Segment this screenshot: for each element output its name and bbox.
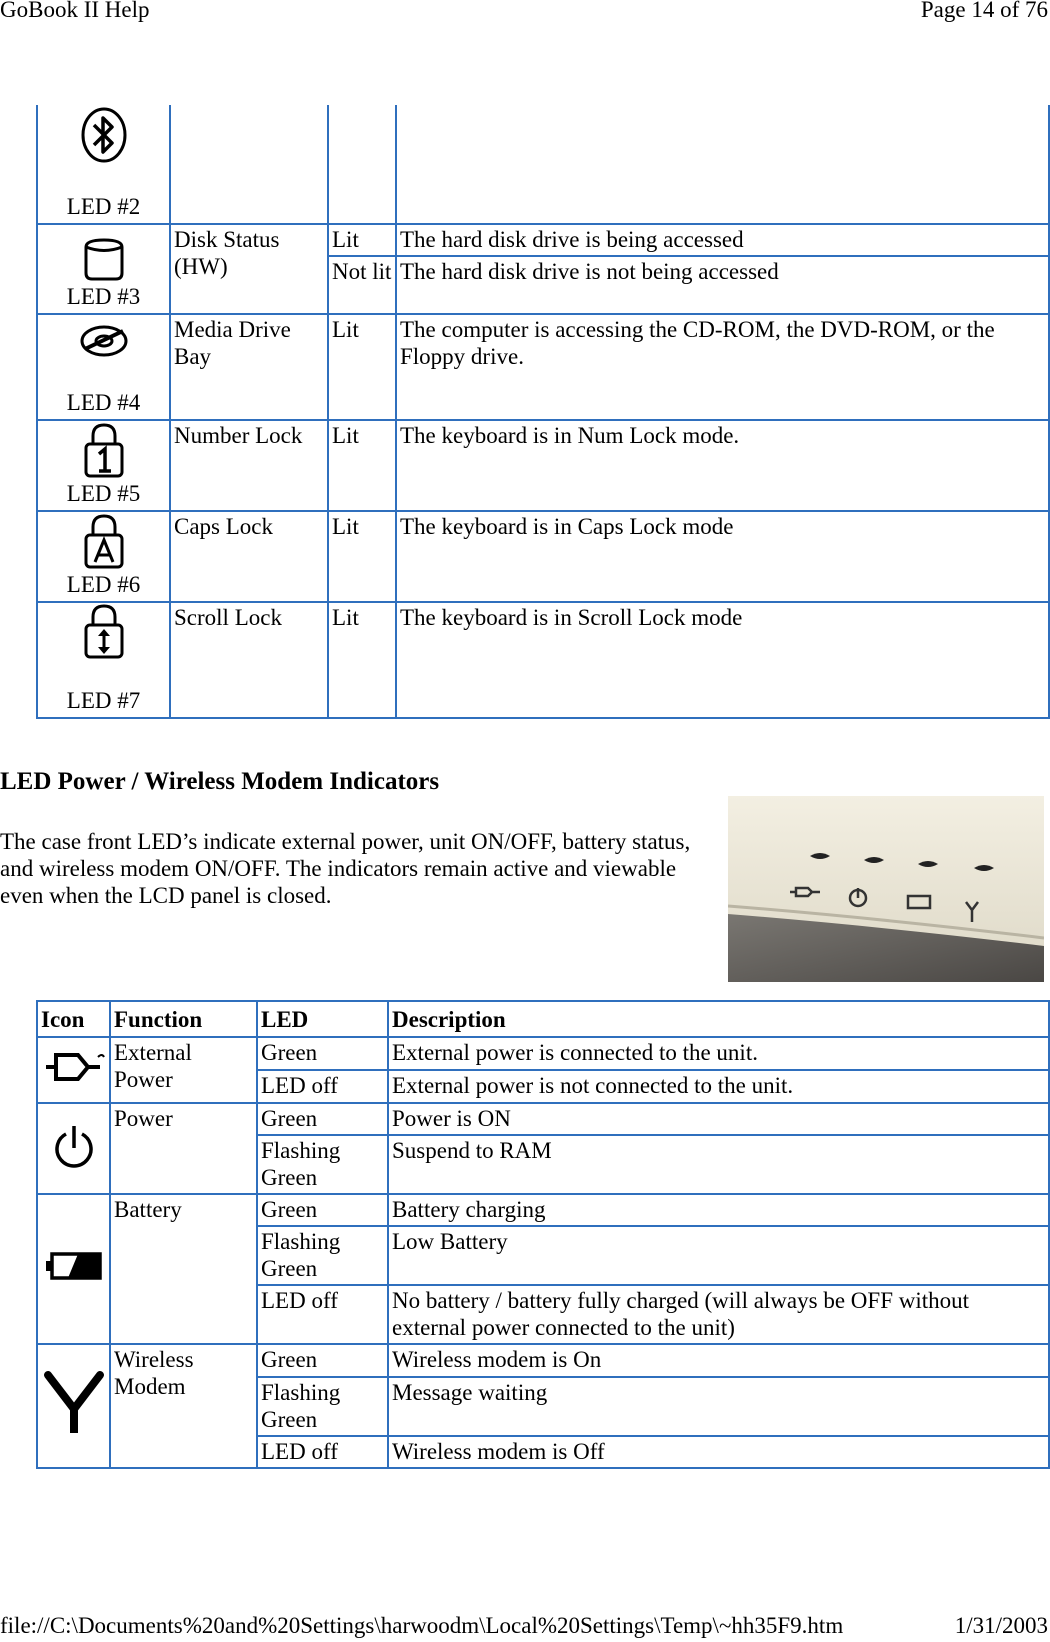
description-cell: External power is not connected to the unit.: [388, 1070, 1049, 1103]
media-drive-icon: [79, 323, 129, 359]
column-header: Icon: [37, 1001, 110, 1037]
description-cell: Wireless modem is On: [388, 1344, 1049, 1377]
led-cell: Flashing Green: [257, 1226, 388, 1285]
function-cell: Number Lock: [170, 420, 328, 511]
description-cell: [396, 105, 1049, 224]
description-cell: Battery charging: [388, 1194, 1049, 1226]
led-icon-cell: [37, 420, 170, 511]
table-row: [37, 314, 1049, 420]
led-cell: LED off: [257, 1436, 388, 1468]
description-cell: Wireless modem is Off: [388, 1436, 1049, 1468]
led-label: LED #4: [66, 390, 141, 415]
led-indicator-table: [36, 105, 1050, 719]
icon-cell: [37, 1344, 110, 1468]
description-cell: Message waiting: [388, 1377, 1049, 1436]
icon-cell: [37, 1037, 110, 1103]
description-cell: The keyboard is in Caps Lock mode: [396, 511, 1049, 602]
description-cell: No battery / battery fully charged (will always be OFF without external power connected to the unit): [388, 1285, 1049, 1344]
power-indicator-table: [36, 1000, 1050, 1469]
led-label: LED #6: [66, 572, 141, 597]
file-path: file://C:\Documents%20and%20Settings\harwoodm\Local%20Settings\Temp\~hh35F9.htm: [0, 1613, 844, 1638]
function-cell: Power: [110, 1103, 257, 1194]
led-cell: Green: [257, 1103, 388, 1135]
description-cell: The hard disk drive is not being accessed: [396, 256, 1049, 314]
description-cell: The keyboard is in Scroll Lock mode: [396, 602, 1049, 718]
table-row: [37, 105, 1049, 224]
state-cell: [328, 105, 396, 224]
column-header: LED: [257, 1001, 388, 1037]
led-label: LED #5: [66, 481, 141, 506]
led-cell: Flashing Green: [257, 1135, 388, 1194]
led-cell: LED off: [257, 1285, 388, 1344]
column-header: Description: [388, 1001, 1049, 1037]
led-cell: Green: [257, 1194, 388, 1226]
description-cell: The computer is accessing the CD-ROM, the DVD-ROM, or the Floppy drive.: [396, 314, 1049, 420]
state-cell: Not lit: [328, 256, 396, 314]
table-row: [37, 1344, 1049, 1377]
led-label: LED #3: [66, 284, 141, 309]
led-icon-cell: [37, 511, 170, 602]
wireless-antenna-icon: [42, 1369, 106, 1437]
page-number: Page 14 of 76: [920, 0, 1048, 22]
state-cell: Lit: [328, 602, 396, 718]
led-cell: Green: [257, 1037, 388, 1070]
state-cell: Lit: [328, 420, 396, 511]
description-cell: Suspend to RAM: [388, 1135, 1049, 1194]
table-row: [37, 420, 1049, 511]
state-cell: Lit: [328, 224, 396, 256]
power-icon: [52, 1122, 96, 1170]
description-cell: Low Battery: [388, 1226, 1049, 1285]
table-row: [37, 511, 1049, 602]
function-cell: Disk Status (HW): [170, 224, 328, 314]
description-cell: The keyboard is in Num Lock mode.: [396, 420, 1049, 511]
led-icon-cell: [37, 602, 170, 718]
external-power-icon: [42, 1047, 106, 1087]
bluetooth-icon: [80, 107, 128, 163]
description-cell: Power is ON: [388, 1103, 1049, 1135]
led-cell: LED off: [257, 1070, 388, 1103]
column-header: Function: [110, 1001, 257, 1037]
print-date: 1/31/2003: [954, 1613, 1048, 1638]
icon-cell: [37, 1103, 110, 1194]
table-header-row: [37, 1001, 1049, 1037]
state-cell: Lit: [328, 511, 396, 602]
function-cell: External Power: [110, 1037, 257, 1103]
function-cell: [170, 105, 328, 224]
document-title: GoBook II Help: [0, 0, 150, 22]
table-row: [37, 602, 1049, 718]
function-cell: Media Drive Bay: [170, 314, 328, 420]
scroll-lock-icon: [82, 603, 126, 659]
table-row: [37, 1103, 1049, 1135]
function-cell: Battery: [110, 1194, 257, 1344]
battery-icon: [46, 1250, 102, 1282]
led-cell: Green: [257, 1344, 388, 1377]
table-row: [37, 224, 1049, 256]
table-row: [37, 1037, 1049, 1070]
description-cell: The hard disk drive is being accessed: [396, 224, 1049, 256]
function-cell: Wireless Modem: [110, 1344, 257, 1468]
disk-icon: [82, 237, 126, 281]
led-icon-cell: [37, 105, 170, 224]
led-icon-cell: [37, 224, 170, 314]
caps-lock-icon: [82, 513, 126, 569]
intro-paragraph: The case front LED’s indicate external power, unit ON/OFF, battery status, and wireless modem ON/OFF. The indicators remain active and viewable even when the LCD panel is closed.: [0, 829, 691, 908]
num-lock-icon: [82, 422, 126, 478]
section-title: LED Power / Wireless Modem Indicators: [0, 768, 440, 795]
led-label: LED #7: [66, 688, 141, 713]
led-cell: Flashing Green: [257, 1377, 388, 1436]
description-cell: External power is connected to the unit.: [388, 1037, 1049, 1070]
state-cell: Lit: [328, 314, 396, 420]
function-cell: Scroll Lock: [170, 602, 328, 718]
icon-cell: [37, 1194, 110, 1344]
case-front-led-photo: [728, 796, 1044, 982]
led-label: LED #2: [66, 194, 141, 219]
function-cell: Caps Lock: [170, 511, 328, 602]
led-icon-cell: [37, 314, 170, 420]
table-row: [37, 1194, 1049, 1226]
